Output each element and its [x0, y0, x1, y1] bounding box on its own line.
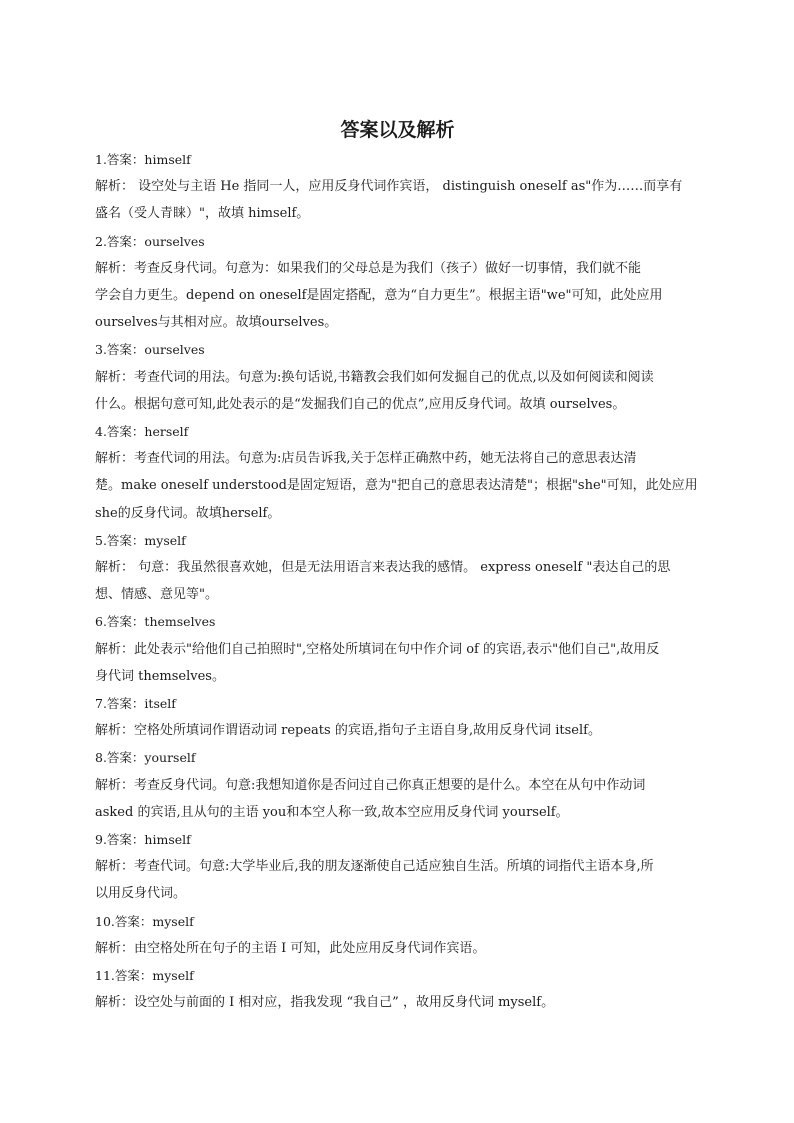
analysis-line: 解析： 句意：我虽然很喜欢她，但是无法用语言来表达我的感情。 express oneself "表达自己的思 — [95, 560, 671, 576]
answer-line: 9.答案：himself — [95, 832, 191, 848]
analysis-line: 想、情感、意见等"。 — [95, 587, 218, 603]
analysis-line: 身代词 themselves。 — [95, 668, 225, 684]
analysis-line: she的反身代词。故填herself。 — [95, 505, 281, 521]
analysis-line: 解析：考查代词的用法。句意为:换句话说,书籍教会我们如何发掘自己的优点,以及如何阅读和阅读 — [95, 369, 654, 385]
answer-item — [95, 744, 700, 826]
answer-item — [95, 962, 700, 1016]
answer-item — [95, 336, 700, 418]
answer-line: 8.答案：yourself — [95, 750, 196, 766]
answer-item — [95, 908, 700, 962]
answer-item — [95, 690, 700, 744]
page-title: 答案以及解析 — [340, 119, 455, 141]
answer-item — [95, 146, 700, 228]
analysis-line: ourselves与其相对应。故填ourselves。 — [95, 315, 338, 331]
answer-line: 5.答案：myself — [95, 532, 186, 548]
analysis-line: 解析： 设空处与主语 He 指同一人，应用反身代词作宾语， distinguish oneself as"作为……而享有 — [95, 179, 683, 195]
answer-item — [95, 418, 700, 527]
answer-line: 2.答案：ourselves — [95, 233, 205, 249]
answer-line: 6.答案：themselves — [95, 614, 216, 630]
analysis-line: 解析：由空格处所在句子的主语 I 可知，此处应用反身代词作宾语。 — [95, 940, 486, 956]
analysis-line: 楚。make oneself understood是固定短语，意为"把自己的意思表达清楚"；根据"she"可知，此处应用 — [95, 478, 698, 494]
answer-line: 11.答案：myself — [95, 968, 194, 984]
answer-item — [95, 826, 700, 908]
answer-line: 4.答案：herself — [95, 424, 189, 440]
analysis-line: 解析：设空处与前面的 I 相对应，指我发现 “我自己” ，故用反身代词 myself。 — [95, 995, 555, 1011]
analysis-line: 解析：考查代词。句意:大学毕业后,我的朋友逐渐使自己适应独自生活。所填的词指代主语本身,所 — [95, 859, 654, 875]
answer-item — [95, 608, 700, 690]
analysis-line: 解析：考查反身代词。句意为：如果我们的父母总是为我们（孩子）做好一切事情，我们就不能 — [95, 260, 642, 276]
answer-line: 7.答案：itself — [95, 696, 176, 712]
analysis-line: 以用反身代词。 — [95, 886, 187, 902]
analysis-line: 解析：空格处所填词作谓语动词 repeats 的宾语,指句子主语自身,故用反身代词 itself。 — [95, 723, 601, 739]
answer-line: 3.答案：ourselves — [95, 342, 205, 358]
answer-list — [95, 146, 700, 1017]
analysis-line: 盛名（受人青睐）"，故填 himself。 — [95, 206, 310, 222]
analysis-line: asked 的宾语,且从句的主语 you和本空人称一致,故本空应用反身代词 yourself。 — [95, 804, 569, 820]
answer-line: 10.答案：myself — [95, 913, 194, 929]
answer-item — [95, 228, 700, 337]
analysis-line: 解析：考查代词的用法。句意为:店员告诉我,关于怎样正确熬中药，她无法将自己的意思表达清 — [95, 451, 637, 467]
analysis-line: 什么。根据句意可知,此处表示的是“发掘我们自己的优点”,应用反身代词。故填 ourselves。 — [95, 396, 626, 412]
analysis-line: 解析：此处表示"给他们自己拍照时",空格处所填词在句中作介词 of 的宾语,表示"他们自己",故用反 — [95, 641, 660, 657]
answer-item — [95, 527, 700, 609]
analysis-line: 解析：考查反身代词。句意:我想知道你是否问过自己你真正想要的是什么。本空在从句中作动词 — [95, 777, 646, 793]
analysis-line: 学会自力更生。depend on oneself是固定搭配，意为“自力更生”。根据主语"we"可知，此处应用 — [95, 288, 663, 304]
answer-line: 1.答案：himself — [95, 152, 191, 167]
